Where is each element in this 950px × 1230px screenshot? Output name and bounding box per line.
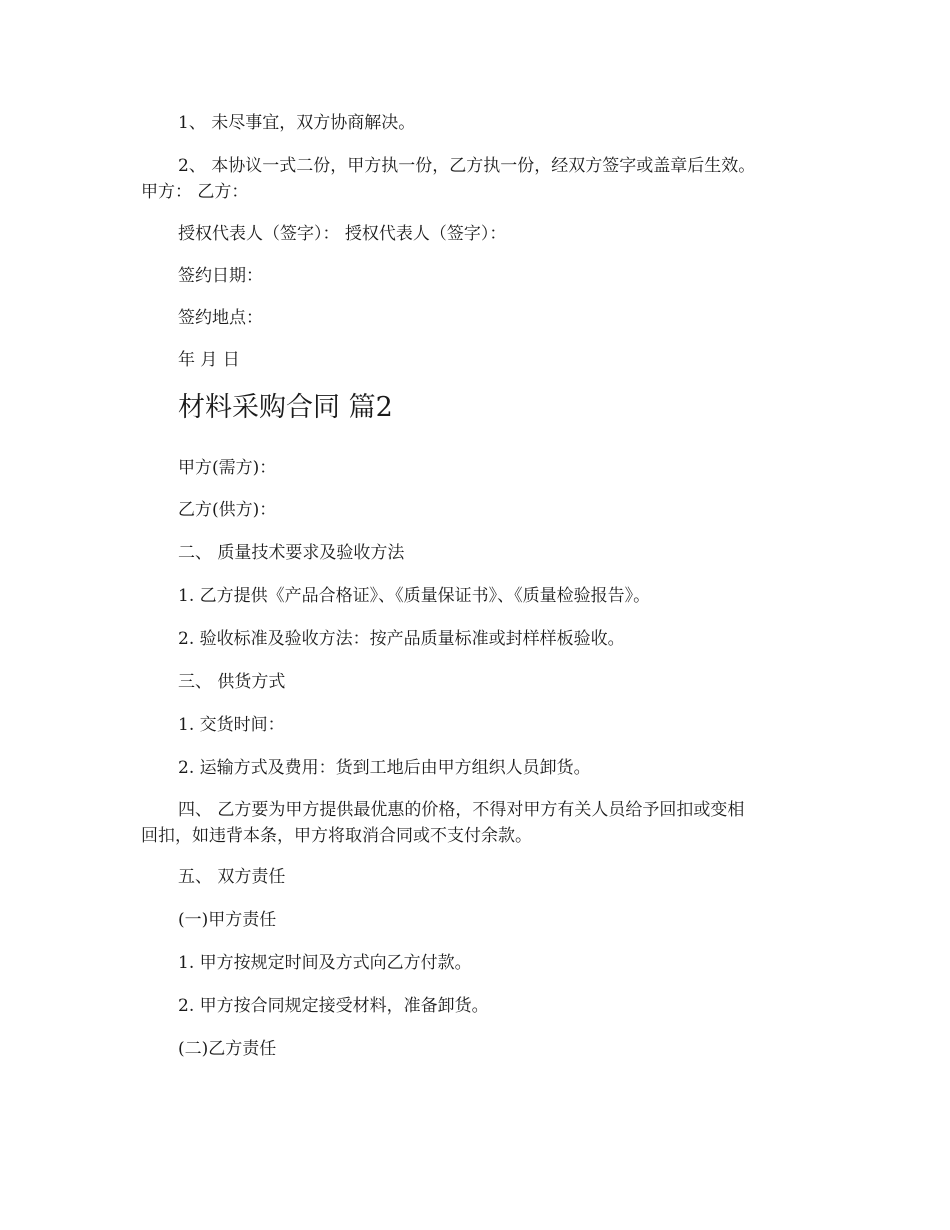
supplier-label: 乙方(供方)： — [178, 500, 277, 520]
party-a-responsibilities-title: (一)甲方责任 — [178, 910, 277, 930]
party-labels: 甲方： 乙方： — [141, 182, 249, 202]
date-placeholder: 年 月 日 — [178, 350, 240, 370]
section-3-title: 三、 供货方式 — [178, 672, 286, 692]
signing-date-label: 签约日期： — [178, 266, 263, 286]
party-b-responsibilities-title: (二)乙方责任 — [178, 1039, 277, 1059]
section-heading: 材料采购合同 篇2 — [178, 392, 393, 423]
section-5-title: 五、 双方责任 — [178, 867, 286, 887]
section-4-text-line-1: 四、 乙方要为甲方提供最优惠的价格，不得对甲方有关人员给予回扣或变相 — [178, 800, 745, 820]
section-2-title: 二、 质量技术要求及验收方法 — [178, 543, 405, 563]
party-a-responsibility-1: 1. 甲方按规定时间及方式向乙方付款。 — [178, 953, 472, 973]
authorized-signatures: 授权代表人（签字）： 授权代表人（签字）： — [178, 224, 507, 244]
clause-1-text: 1、 未尽事宜，双方协商解决。 — [178, 113, 416, 133]
party-a-responsibility-2: 2. 甲方按合同规定接受材料，准备卸货。 — [178, 996, 489, 1016]
buyer-label: 甲方(需方)： — [178, 458, 277, 478]
section-3-item-2: 2. 运输方式及费用：货到工地后由甲方组织人员卸货。 — [178, 758, 591, 778]
section-3-item-1: 1. 交货时间： — [178, 715, 285, 735]
section-4-text-line-2: 回扣，如违背本条，甲方将取消合同或不支付余款。 — [141, 826, 532, 846]
signing-place-label: 签约地点： — [178, 308, 263, 328]
section-2-item-1: 1. 乙方提供《产品合格证》、《质量保证书》、《质量检验报告》。 — [178, 586, 651, 606]
clause-2-text: 2、 本协议一式二份，甲方执一份，乙方执一份，经双方签字或盖章后生效。 — [178, 156, 756, 176]
section-2-item-2: 2. 验收标准及验收方法：按产品质量标准或封样样板验收。 — [178, 629, 625, 649]
